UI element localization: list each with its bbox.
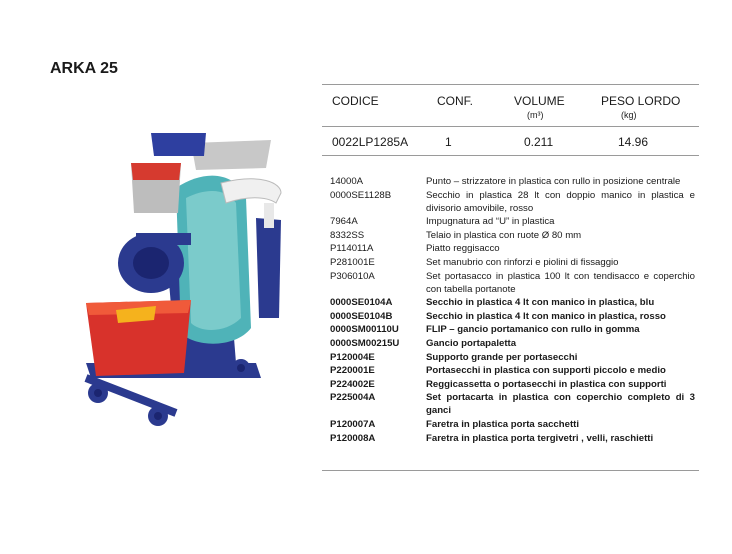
parts-row — [330, 391, 695, 417]
header-code: CODICE — [332, 94, 379, 108]
part-code: 0000SM00110U — [330, 324, 399, 336]
part-description: Faretra in plastica porta tergivetri , velli, raschietti — [426, 432, 654, 444]
part-description: Telaio in plastica con ruote Ø 80 mm — [426, 229, 582, 241]
part-description: Secchio in plastica 28 lt con doppio manico in plastica e divisorio amovibile, rosso — [426, 189, 695, 214]
header-volume: VOLUME — [514, 94, 565, 108]
parts-row — [330, 378, 695, 391]
table-header-rule — [322, 126, 699, 127]
parts-row — [330, 364, 695, 377]
part-description: Supporto grande per portasecchi — [426, 351, 578, 363]
part-description: Set manubrio con rinforzi e piolini di fissaggio — [426, 256, 619, 268]
header-conf: CONF. — [437, 94, 473, 108]
value-weight: 14.96 — [618, 135, 649, 149]
parts-row — [330, 189, 695, 215]
part-description: Reggicassetta o portasecchi in plastica con supporti — [426, 378, 667, 390]
parts-row — [330, 256, 695, 269]
part-code: 14000A — [330, 176, 364, 187]
part-code: P120008A — [330, 432, 376, 444]
parts-row — [330, 432, 695, 445]
part-code: P114011A — [330, 243, 374, 255]
part-description: Portasecchi in plastica con supporti piccolo e medio — [426, 365, 666, 377]
part-description: Gancio portapaletta — [426, 337, 517, 349]
part-description: Set portacarta in plastica con coperchio completo di 3 ganci — [426, 392, 695, 417]
parts-row — [330, 310, 695, 323]
part-code: 0000SE0104B — [330, 310, 393, 322]
value-volume: 0.211 — [524, 135, 554, 149]
header-weight: PESO LORDO — [601, 94, 681, 108]
parts-bottom-rule — [322, 470, 699, 471]
parts-row — [330, 215, 695, 228]
part-code: P281001E — [330, 256, 375, 268]
part-code: 0000SE0104A — [330, 297, 393, 309]
parts-row — [330, 242, 695, 255]
part-description: Secchio in plastica 4 lt con manico in plastica, blu — [426, 297, 655, 309]
part-code: 0000SM00215U — [330, 337, 400, 349]
parts-row — [330, 296, 695, 309]
parts-row — [330, 418, 695, 431]
parts-row — [330, 175, 695, 188]
table-top-rule — [322, 84, 699, 85]
part-code: P224002E — [330, 378, 375, 390]
parts-row — [330, 270, 695, 296]
cleaning-trolley-image — [76, 128, 306, 428]
parts-row — [330, 323, 695, 336]
part-code: P120007A — [330, 418, 376, 430]
part-description: Set portasacco in plastica 100 lt con tendisacco e coperchio con tabella portanote — [426, 270, 695, 295]
part-code: 7964A — [330, 216, 358, 228]
part-description: Secchio in plastica 4 lt con manico in plastica, rosso — [426, 310, 666, 322]
parts-row — [330, 337, 695, 350]
part-code: 0000SE1128B — [330, 189, 392, 201]
header-volume-unit: (m³) — [527, 110, 544, 120]
table-row-rule — [322, 155, 699, 156]
part-description: FLIP – gancio portamanico con rullo in gomma — [426, 324, 640, 336]
product-title: ARKA 25 — [50, 60, 118, 77]
value-code: 0022LP1285A — [332, 135, 409, 149]
part-code: P120004E — [330, 351, 375, 363]
parts-row — [330, 229, 695, 242]
part-code: P306010A — [330, 270, 375, 282]
parts-list — [330, 175, 695, 445]
value-conf: 1 — [445, 135, 452, 149]
part-code: 8332SS — [330, 229, 365, 241]
part-code: P220001E — [330, 365, 375, 377]
part-description: Impugnatura ad “U” in plastica — [426, 216, 555, 228]
header-weight-unit: (kg) — [621, 110, 637, 120]
parts-row — [330, 351, 695, 364]
part-description: Faretra in plastica porta sacchetti — [426, 418, 580, 430]
part-code: P225004A — [330, 392, 376, 404]
part-description: Punto – strizzatore in plastica con rullo in posizione centrale — [426, 176, 681, 187]
part-description: Piatto reggisacco — [426, 243, 500, 255]
